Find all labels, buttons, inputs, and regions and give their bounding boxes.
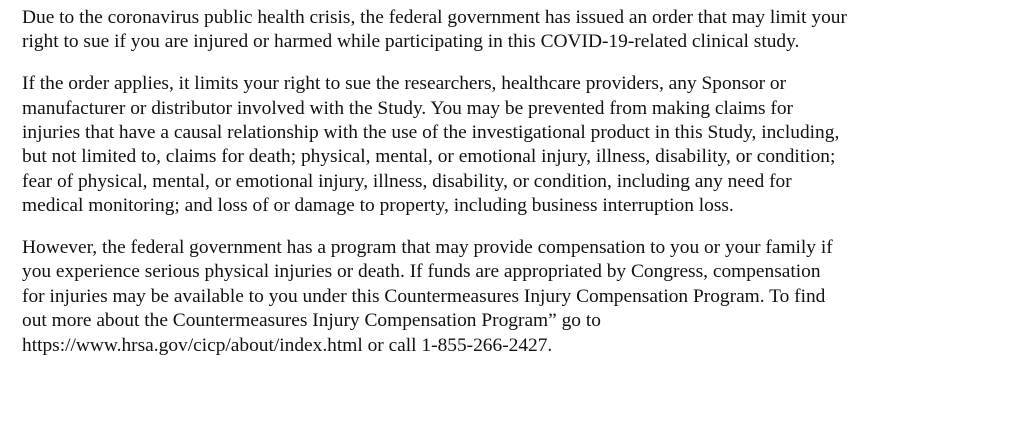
text-line: medical monitoring; and loss of or damage to property, including business interruption loss. [22, 195, 734, 217]
text-line: right to sue if you are injured or harmed while participating in this COVID-19-related clinical study. [22, 31, 800, 53]
paragraph-compensation-program [22, 236, 1022, 358]
text-line-url-phone: https://www.hrsa.gov/cicp/about/index.html or call 1-855-266-2427. [22, 334, 553, 356]
text-line: injuries that have a causal relationship with the use of the investigational product in this Study, including, [22, 122, 840, 144]
text-line: for injuries may be available to you under this Countermeasures Injury Compensation Program. To find [22, 285, 826, 307]
text-line: but not limited to, claims for death; physical, mental, or emotional injury, illness, disability, or condition; [22, 146, 836, 168]
document-body [22, 6, 1022, 375]
text-line: If the order applies, it limits your right to sue the researchers, healthcare providers, any Sponsor or [22, 73, 787, 95]
text-line: However, the federal government has a program that may provide compensation to you or your family if [22, 237, 833, 259]
paragraph-liability-limits [22, 72, 1022, 218]
text-line: out more about the Countermeasures Injury Compensation Program” go to [22, 310, 601, 332]
text-line: fear of physical, mental, or emotional injury, illness, disability, or condition, including any need for [22, 170, 792, 192]
text-line: Due to the coronavirus public health crisis, the federal government has issued an order that may limit your [22, 7, 847, 28]
paragraph-order-notice [22, 6, 1022, 55]
text-line: manufacturer or distributor involved with the Study. You may be prevented from making claims for [22, 97, 793, 119]
text-line: you experience serious physical injuries or death. If funds are appropriated by Congress, compensation [22, 261, 821, 283]
